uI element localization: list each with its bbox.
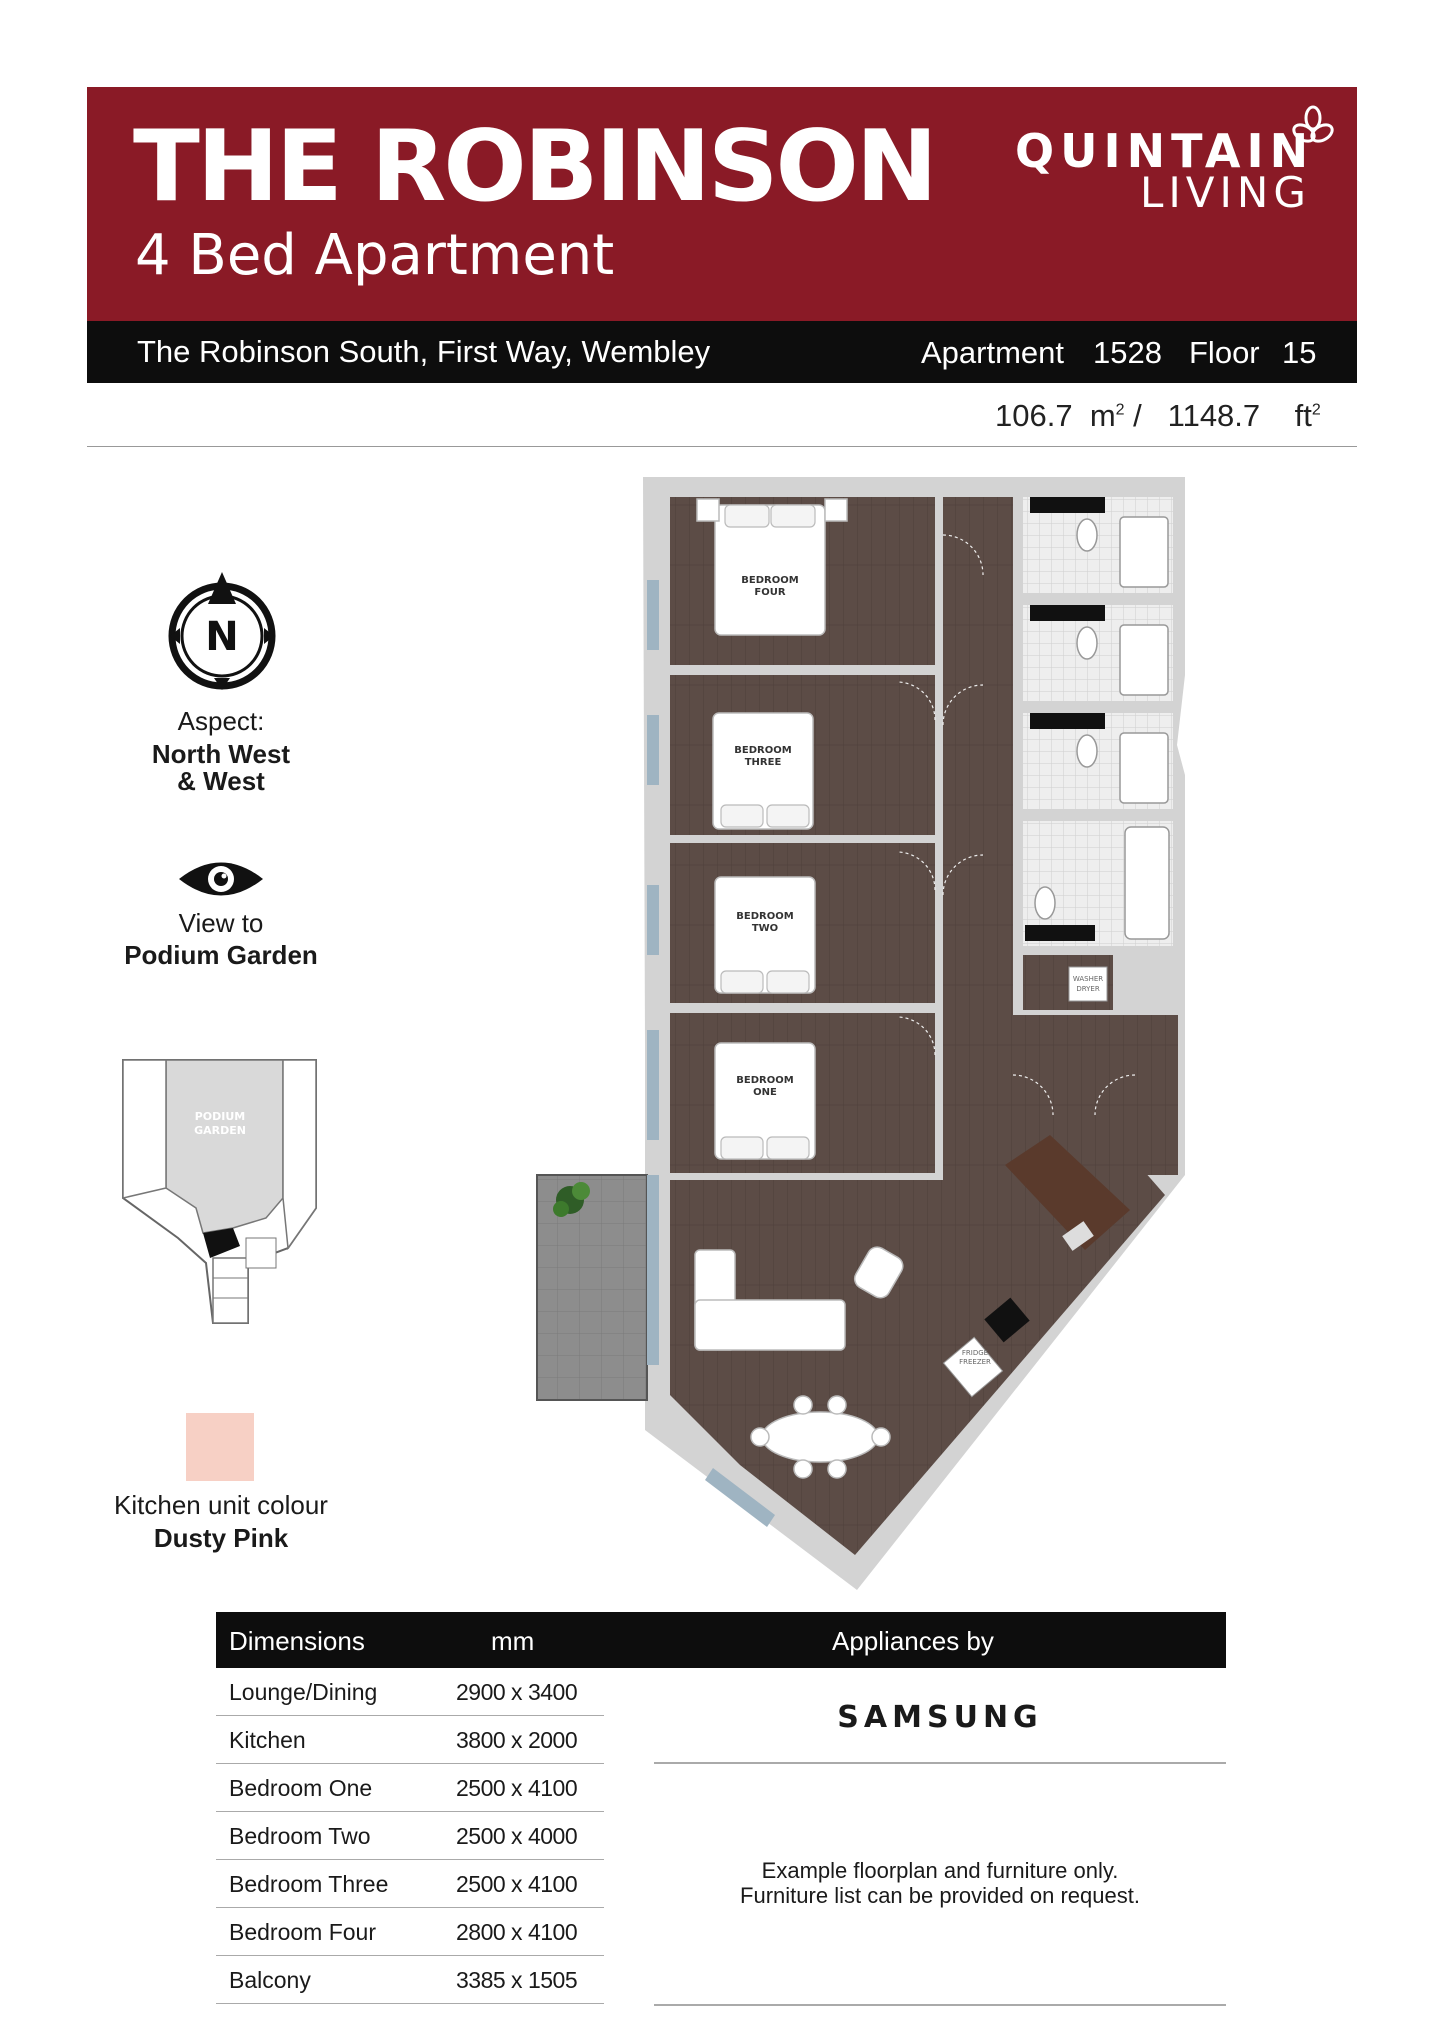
area-metric-value: 106.7 [995,398,1073,433]
table-row [216,1668,604,1716]
table-row [216,1860,604,1908]
compass-icon [166,570,278,692]
row-value: 2500 x 4100 [456,1775,578,1801]
divider [654,2004,1226,2006]
room-label-bedroom-one-line1: BEDROOM [736,1075,794,1086]
fridge-label-line1: FRIDGE [961,1349,989,1357]
floor-number: 15 [1282,335,1317,370]
header-appliances: Appliances by [832,1626,994,1656]
brand-name: QUINTAIN [1015,124,1315,178]
row-name: Bedroom Four [229,1919,377,1945]
page-title: THE ROBINSON [133,110,935,224]
site-plan [118,1058,324,1328]
disclaimer-note [654,1858,1226,1909]
row-name: Kitchen [229,1727,306,1753]
dimensions-table [216,1612,1226,1993]
table-row [216,1764,604,1812]
view-value: Podium Garden [124,940,318,970]
row-name: Bedroom One [229,1775,373,1801]
address: The Robinson South, First Way, Wembley [137,334,711,369]
garden-label-line2: GARDEN [194,1124,246,1137]
disclaimer-line2: Furniture list can be provided on request. [740,1883,1140,1909]
area-readout [995,398,1321,434]
kitchen-label: Kitchen unit colour [114,1490,328,1520]
brand-subname: LIVING [1140,168,1311,217]
room-label-bedroom-two-line1: BEDROOM [736,911,794,922]
room-label-bedroom-three-line2: THREE [744,757,782,768]
room-label-bedroom-three-line1: BEDROOM [734,745,792,756]
aspect-value-line2: & West [177,766,265,796]
divider [87,446,1357,447]
row-value: 2500 x 4000 [456,1823,578,1849]
appliance-brand-logo: SAMSUNG [837,1700,1043,1735]
row-value: 2800 x 4100 [456,1919,578,1945]
area-imperial-unit: ft [1294,398,1312,433]
row-value: 2500 x 4100 [456,1871,578,1897]
table-row [216,1716,604,1764]
kitchen-value: Dusty Pink [153,1523,289,1553]
trefoil-icon [1290,104,1336,150]
floor-plan [535,475,1195,1590]
table-header [216,1612,1226,1668]
washer-label-line2: DRYER [1076,985,1100,993]
header-dimensions: Dimensions [229,1626,365,1656]
row-name: Bedroom Two [229,1823,371,1849]
disclaimer-line1: Example floorplan and furniture only. [761,1858,1119,1883]
row-value: 2900 x 3400 [456,1679,578,1705]
page-subtitle: 4 Bed Apartment [135,223,615,288]
area-separator: / [1133,398,1142,433]
row-name: Lounge/Dining [229,1679,378,1705]
eye-icon [176,856,266,902]
view-label: View to [178,908,264,938]
floor-label: Floor [1189,335,1260,370]
kitchen-colour-swatch [186,1413,254,1481]
room-label-bedroom-four-line1: BEDROOM [741,575,799,586]
garden-label-line1: PODIUM [194,1110,246,1123]
area-metric-unit: m [1089,398,1116,433]
info-bar [87,321,1357,383]
apartment-label: Apartment [921,335,1065,370]
aspect-value-line1: North West [151,739,291,769]
table-row [216,1956,604,2004]
aspect-label: Aspect: [177,706,265,736]
table-row [216,1812,604,1860]
row-name: Balcony [229,1967,311,1993]
table-row [216,1908,604,1956]
row-value: 3385 x 1505 [456,1967,578,1993]
washer-label-line1: WASHER [1072,975,1104,983]
compass-letter: N [205,614,239,660]
area-imperial-value: 1148.7 [1167,398,1261,433]
row-name: Bedroom Three [229,1871,389,1897]
room-label-bedroom-one-line2: ONE [753,1087,777,1098]
apartment-number: 1528 [1093,335,1162,370]
divider [654,1762,1226,1764]
row-value: 3800 x 2000 [456,1727,578,1753]
room-label-bedroom-four-line2: FOUR [754,587,786,598]
area-imperial-sup: 2 [1311,401,1321,419]
area-metric-sup: 2 [1115,401,1125,419]
header-unit: mm [491,1626,535,1656]
fridge-label-line2: FREEZER [959,1358,991,1366]
room-label-bedroom-two-line2: TWO [751,923,779,934]
